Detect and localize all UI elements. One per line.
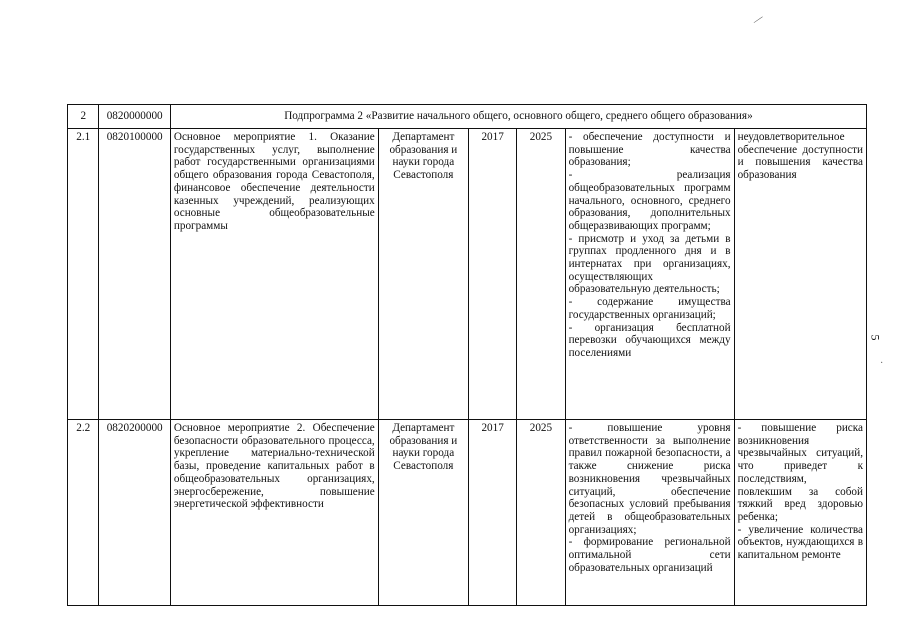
pen-mark: ∕: [754, 12, 762, 27]
risks: [734, 420, 866, 606]
activity-code: 0820100000: [99, 129, 170, 420]
activity-number: 2.1: [68, 129, 99, 420]
result-item: - организация бесплатной перевозки обучающихся между поселениями: [568, 321, 731, 359]
activity-description: Основное мероприятие 1. Оказание государственных услуг, выполнение работ государственными организациями общего образования города Севастополя, финансовое обеспечение деятельности казенных учреждений, реализующих основные общеобразовательные программы: [170, 129, 378, 420]
year-start: 2017: [469, 129, 517, 420]
year-start: 2017: [469, 420, 517, 606]
result-item: - содержание имущества государственных организаций;: [568, 296, 731, 321]
subprogram-row: [68, 105, 867, 129]
program-table: [67, 104, 867, 606]
page-number: 5: [868, 334, 883, 341]
subprogram-title: Подпрограмма 2 «Развитие начального общего, основного общего, среднего общего образования»: [170, 105, 866, 129]
result-item: - повышение уровня ответственности за выполнение правил пожарной безопасности, а также снижение риска возникновения чрезвычайных ситуаций, обеспечение безопасных условий пребывания детей в общеобразовательных организациях;: [568, 422, 731, 536]
risks: [734, 129, 866, 420]
expected-results: [565, 129, 734, 420]
result-item: - обеспечение доступности и повышение качества образования;: [568, 131, 731, 169]
year-end: 2025: [517, 129, 565, 420]
edge-mark: ·: [880, 358, 884, 369]
expected-results: [565, 420, 734, 606]
risk-item: - повышение риска возникновения чрезвычайных ситуаций, что приведет к последствиям, повлекшим за собой тяжкий вред здоровью ребенка;: [737, 422, 863, 523]
year-end: 2025: [517, 420, 565, 606]
result-item: - реализация общеобразовательных программ начального, основного, среднего образования, дополнительных общеразвивающих программ;: [568, 169, 731, 232]
activity-number: 2.2: [68, 420, 99, 606]
responsible-department: Департамент образования и науки города Севастополя: [378, 129, 468, 420]
table-row: [68, 420, 867, 606]
result-item: - присмотр и уход за детьми в группах продленного дня и в интернатах при организациях, осуществляющих образовательную деятельность;: [568, 232, 731, 296]
table-row: [68, 129, 867, 420]
subprogram-number: 2: [68, 105, 99, 129]
result-item: - формирование региональной оптимальной сети образовательных организаций: [568, 536, 731, 574]
risk-item: - увеличение количества объектов, нуждающихся в капитальном ремонте: [737, 523, 863, 562]
responsible-department: Департамент образования и науки города Севастополя: [378, 420, 468, 606]
activity-code: 0820200000: [99, 420, 170, 606]
risk-item: неудовлетворительное обеспечение доступности и повышения качества образования: [737, 131, 863, 182]
activity-description: Основное мероприятие 2. Обеспечение безопасности образовательного процесса, укрепление материально-технической базы, проведение капитальных работ в общеобразовательных организациях, энергосбережение, повышение энергетической эффективности: [170, 420, 378, 606]
subprogram-code: 0820000000: [99, 105, 170, 129]
